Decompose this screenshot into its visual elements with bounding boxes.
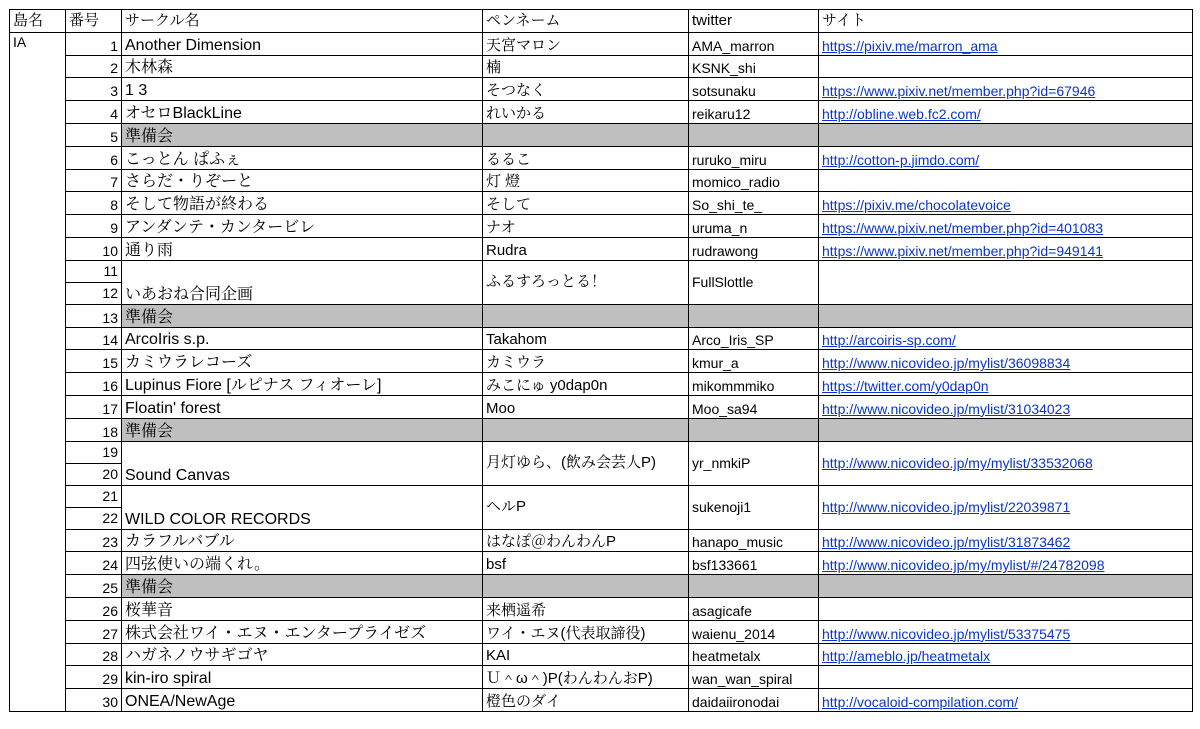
penname-cell: 灯 燈 xyxy=(483,169,689,192)
table-row xyxy=(10,529,1193,552)
twitter-cell: KSNK_shi xyxy=(689,55,819,78)
penname-cell: れいかる xyxy=(483,101,689,124)
number-cell: 6 xyxy=(66,146,122,169)
site-cell xyxy=(819,192,1193,215)
table-row xyxy=(10,689,1193,712)
circle-name-cell: 通り雨 xyxy=(122,237,483,260)
twitter-cell: sotsunaku xyxy=(689,78,819,101)
site-cell xyxy=(819,643,1193,666)
table-row xyxy=(10,485,1193,529)
island-cell xyxy=(10,666,66,689)
table-row xyxy=(10,260,1193,304)
site-link[interactable]: http://cotton-p.jimdo.com/ xyxy=(822,151,980,168)
site-cell xyxy=(819,418,1193,441)
site-link[interactable]: https://pixiv.me/chocolatevoice xyxy=(822,197,1011,214)
table-row xyxy=(10,55,1193,78)
twitter-cell: reikaru12 xyxy=(689,101,819,124)
site-cell xyxy=(819,304,1193,327)
twitter-cell xyxy=(689,575,819,598)
number-cell: 25 xyxy=(66,575,122,598)
circle-name-cell: 1 3 xyxy=(122,78,483,101)
twitter-cell: momico_radio xyxy=(689,169,819,192)
site-cell xyxy=(819,666,1193,689)
circle-name-cell: WILD COLOR RECORDS xyxy=(122,485,483,529)
island-cell xyxy=(10,123,66,146)
number-cell: 15 xyxy=(66,350,122,373)
island-cell xyxy=(10,552,66,575)
island-cell xyxy=(10,169,66,192)
penname-cell: ナオ xyxy=(483,215,689,238)
table-row xyxy=(10,304,1193,327)
table-row xyxy=(10,666,1193,689)
circle-name-cell: ハガネノウサギゴヤ xyxy=(122,643,483,666)
site-link[interactable]: http://www.nicovideo.jp/mylist/31034023 xyxy=(822,400,1071,417)
circle-list-table xyxy=(9,9,1193,712)
table-row xyxy=(10,78,1193,101)
number-cell-lower: 12 xyxy=(102,284,118,301)
number-cell: 14 xyxy=(66,327,122,350)
number-cell: 5 xyxy=(66,123,122,146)
number-cell: 2 xyxy=(66,55,122,78)
penname-cell: 楠 xyxy=(483,55,689,78)
number-cell: 13 xyxy=(66,304,122,327)
circle-name-cell: 木林森 xyxy=(122,55,483,78)
header-site: サイト xyxy=(819,10,1193,33)
site-link[interactable]: https://www.pixiv.net/member.php?id=67946 xyxy=(822,83,1096,100)
penname-cell: みこにゅ y0dap0n xyxy=(483,373,689,396)
circle-name-cell: 準備会 xyxy=(122,304,483,327)
circle-name-cell: Another Dimension xyxy=(122,32,483,55)
number-cell: 9 xyxy=(66,215,122,238)
number-cell: 16 xyxy=(66,373,122,396)
site-cell xyxy=(819,620,1193,643)
penname-cell: ヘルP xyxy=(483,485,689,529)
twitter-cell: ruruko_miru xyxy=(689,146,819,169)
island-cell xyxy=(10,146,66,169)
header-penname: ペンネーム xyxy=(483,10,689,33)
twitter-cell: kmur_a xyxy=(689,350,819,373)
site-cell xyxy=(819,485,1193,529)
island-cell xyxy=(10,485,66,529)
table-row xyxy=(10,32,1193,55)
island-cell xyxy=(10,101,66,124)
number-cell-lower: 22 xyxy=(102,509,118,526)
site-cell xyxy=(819,689,1193,712)
twitter-cell: asagicafe xyxy=(689,597,819,620)
site-link[interactable]: https://twitter.com/y0dap0n xyxy=(822,377,989,394)
site-link[interactable]: http://www.nicovideo.jp/mylist/31873462 xyxy=(822,534,1071,551)
site-link[interactable]: https://www.pixiv.net/member.php?id=949141 xyxy=(822,242,1104,259)
number-cell: 1 xyxy=(66,32,122,55)
twitter-cell: yr_nmkiP xyxy=(689,441,819,485)
twitter-cell: wan_wan_spiral xyxy=(689,666,819,689)
site-link[interactable]: http://obline.web.fc2.com/ xyxy=(822,105,981,122)
island-cell xyxy=(10,327,66,350)
circle-name-cell: 株式会社ワイ・エヌ・エンタープライゼズ xyxy=(122,620,483,643)
number-cell-upper: 19 xyxy=(66,442,121,464)
number-cell: 7 xyxy=(66,169,122,192)
table-row xyxy=(10,237,1193,260)
site-link[interactable]: https://www.pixiv.net/member.php?id=401083 xyxy=(822,219,1104,236)
site-cell xyxy=(819,169,1193,192)
site-cell xyxy=(819,597,1193,620)
header-twitter: twitter xyxy=(689,10,819,33)
table-row xyxy=(10,597,1193,620)
circle-name-cell: Sound Canvas xyxy=(122,441,483,485)
penname-cell: Rudra xyxy=(483,237,689,260)
island-cell xyxy=(10,237,66,260)
circle-name-cell: カミウラレコーズ xyxy=(122,350,483,373)
number-cell: 10 xyxy=(66,237,122,260)
table-row xyxy=(10,552,1193,575)
circle-name-cell: カラフルバブル xyxy=(122,529,483,552)
site-link[interactable]: http://arcoiris-sp.com/ xyxy=(822,332,956,349)
number-cell: 28 xyxy=(66,643,122,666)
site-cell xyxy=(819,146,1193,169)
twitter-cell: waienu_2014 xyxy=(689,620,819,643)
site-cell xyxy=(819,395,1193,418)
site-cell xyxy=(819,32,1193,55)
island-cell xyxy=(10,620,66,643)
island-cell xyxy=(10,689,66,712)
table-row xyxy=(10,215,1193,238)
penname-cell xyxy=(483,304,689,327)
site-cell xyxy=(819,350,1193,373)
site-cell xyxy=(819,327,1193,350)
table-row xyxy=(10,123,1193,146)
island-cell xyxy=(10,643,66,666)
twitter-cell: hanapo_music xyxy=(689,529,819,552)
number-cell: 3 xyxy=(66,78,122,101)
site-cell xyxy=(819,575,1193,598)
number-cell: 4 xyxy=(66,101,122,124)
island-cell xyxy=(10,441,66,485)
twitter-cell: rudrawong xyxy=(689,237,819,260)
number-cell xyxy=(66,441,122,485)
table-row xyxy=(10,327,1193,350)
twitter-cell: FullSlottle xyxy=(689,260,819,304)
penname-cell: 来栖遥希 xyxy=(483,597,689,620)
site-cell xyxy=(819,373,1193,396)
number-cell-upper: 11 xyxy=(66,261,121,283)
site-cell xyxy=(819,237,1193,260)
table-row xyxy=(10,169,1193,192)
number-cell: 24 xyxy=(66,552,122,575)
penname-cell: Takahom xyxy=(483,327,689,350)
twitter-cell: So_shi_te_ xyxy=(689,192,819,215)
twitter-cell xyxy=(689,304,819,327)
island-cell xyxy=(10,192,66,215)
twitter-cell: heatmetalx xyxy=(689,643,819,666)
site-link[interactable]: http://www.nicovideo.jp/mylist/53375475 xyxy=(822,625,1071,642)
table-body xyxy=(10,32,1193,711)
twitter-cell: AMA_marron xyxy=(689,32,819,55)
circle-name-cell: オセロBlackLine xyxy=(122,101,483,124)
penname-cell xyxy=(483,123,689,146)
table-row xyxy=(10,441,1193,485)
site-cell xyxy=(819,260,1193,304)
island-cell xyxy=(10,260,66,304)
number-cell-upper: 21 xyxy=(66,486,121,508)
header-island: 島名 xyxy=(10,10,66,33)
site-cell xyxy=(819,552,1193,575)
penname-cell: ワイ・エヌ(代表取諦役) xyxy=(483,620,689,643)
penname-cell: 橙色のダイ xyxy=(483,689,689,712)
table-row xyxy=(10,101,1193,124)
penname-cell: Ｕ＾ω＾)P(わんわんおP) xyxy=(483,666,689,689)
circle-name-cell: 四弦使いの端くれ。 xyxy=(122,552,483,575)
number-cell: 30 xyxy=(66,689,122,712)
site-cell xyxy=(819,78,1193,101)
island-cell xyxy=(10,78,66,101)
site-cell xyxy=(819,101,1193,124)
island-cell xyxy=(10,597,66,620)
penname-cell: Moo xyxy=(483,395,689,418)
table-row xyxy=(10,146,1193,169)
table-row xyxy=(10,575,1193,598)
site-link[interactable]: http://www.nicovideo.jp/mylist/22039871 xyxy=(822,499,1071,516)
circle-name-cell: ONEA/NewAge xyxy=(122,689,483,712)
island-cell xyxy=(10,529,66,552)
header-row xyxy=(10,10,1193,33)
twitter-cell: mikommmiko xyxy=(689,373,819,396)
site-link[interactable]: http://www.nicovideo.jp/my/mylist/33532068 xyxy=(822,455,1093,472)
penname-cell: 天宮マロン xyxy=(483,32,689,55)
circle-name-cell: Lupinus Fiore [ルピナス フィオーレ] xyxy=(122,373,483,396)
site-link[interactable]: http://vocaloid-compilation.com/ xyxy=(822,693,1019,710)
site-link[interactable]: https://pixiv.me/marron_ama xyxy=(822,37,998,54)
site-cell xyxy=(819,55,1193,78)
circle-name-cell: ArcoIris s.p. xyxy=(122,327,483,350)
table-row xyxy=(10,373,1193,396)
table-row xyxy=(10,395,1193,418)
twitter-cell: bsf133661 xyxy=(689,552,819,575)
penname-cell xyxy=(483,575,689,598)
circle-name-cell: 準備会 xyxy=(122,418,483,441)
site-cell xyxy=(819,215,1193,238)
island-cell xyxy=(10,373,66,396)
number-cell: 18 xyxy=(66,418,122,441)
twitter-cell: Arco_Iris_SP xyxy=(689,327,819,350)
number-cell: 29 xyxy=(66,666,122,689)
twitter-cell xyxy=(689,418,819,441)
penname-cell: カミウラ xyxy=(483,350,689,373)
circle-name-cell: アンダンテ・カンタービレ xyxy=(122,215,483,238)
circle-name-cell: こっとん ぱふぇ xyxy=(122,146,483,169)
penname-cell: そつなく xyxy=(483,78,689,101)
number-cell: 26 xyxy=(66,597,122,620)
number-cell: 27 xyxy=(66,620,122,643)
site-link[interactable]: http://www.nicovideo.jp/mylist/36098834 xyxy=(822,355,1071,372)
header-circle-name: サークル名 xyxy=(122,10,483,33)
twitter-cell: uruma_n xyxy=(689,215,819,238)
penname-cell: KAI xyxy=(483,643,689,666)
number-cell xyxy=(66,260,122,304)
table-row xyxy=(10,643,1193,666)
penname-cell: 月灯ゆら、(飲み会芸人P) xyxy=(483,441,689,485)
circle-name-cell: そして物語が終わる xyxy=(122,192,483,215)
twitter-cell xyxy=(689,123,819,146)
circle-name-cell: 桜華音 xyxy=(122,597,483,620)
penname-cell: そして xyxy=(483,192,689,215)
table-row xyxy=(10,418,1193,441)
circle-name-cell: 準備会 xyxy=(122,123,483,146)
penname-cell: bsf xyxy=(483,552,689,575)
site-cell xyxy=(819,529,1193,552)
number-cell: 17 xyxy=(66,395,122,418)
number-cell-lower: 20 xyxy=(102,465,118,482)
site-link[interactable]: http://www.nicovideo.jp/my/mylist/#/24782098 xyxy=(822,557,1105,574)
site-cell xyxy=(819,441,1193,485)
penname-cell: るるこ xyxy=(483,146,689,169)
header-number: 番号 xyxy=(66,10,122,33)
site-cell xyxy=(819,123,1193,146)
circle-name-cell: 準備会 xyxy=(122,575,483,598)
island-cell xyxy=(10,215,66,238)
island-cell xyxy=(10,418,66,441)
circle-name-cell: kin-iro spiral xyxy=(122,666,483,689)
table-row xyxy=(10,350,1193,373)
island-cell xyxy=(10,575,66,598)
circle-name-cell: さらだ・りぞーと xyxy=(122,169,483,192)
circle-name-cell: いあおね合同企画 xyxy=(122,260,483,304)
twitter-cell: sukenoji1 xyxy=(689,485,819,529)
penname-cell: はなぽ＠わんわんP xyxy=(483,529,689,552)
number-cell xyxy=(66,485,122,529)
island-cell: IA xyxy=(10,32,66,55)
twitter-cell: daidaiironodai xyxy=(689,689,819,712)
penname-cell xyxy=(483,418,689,441)
island-cell xyxy=(10,350,66,373)
number-cell: 8 xyxy=(66,192,122,215)
island-cell xyxy=(10,395,66,418)
table-row xyxy=(10,620,1193,643)
table-row xyxy=(10,192,1193,215)
island-cell xyxy=(10,304,66,327)
twitter-cell: Moo_sa94 xyxy=(689,395,819,418)
penname-cell: ふるすろっとる！ xyxy=(483,260,689,304)
number-cell: 23 xyxy=(66,529,122,552)
site-link[interactable]: http://ameblo.jp/heatmetalx xyxy=(822,648,991,665)
circle-name-cell: Floatin' forest xyxy=(122,395,483,418)
island-cell xyxy=(10,55,66,78)
